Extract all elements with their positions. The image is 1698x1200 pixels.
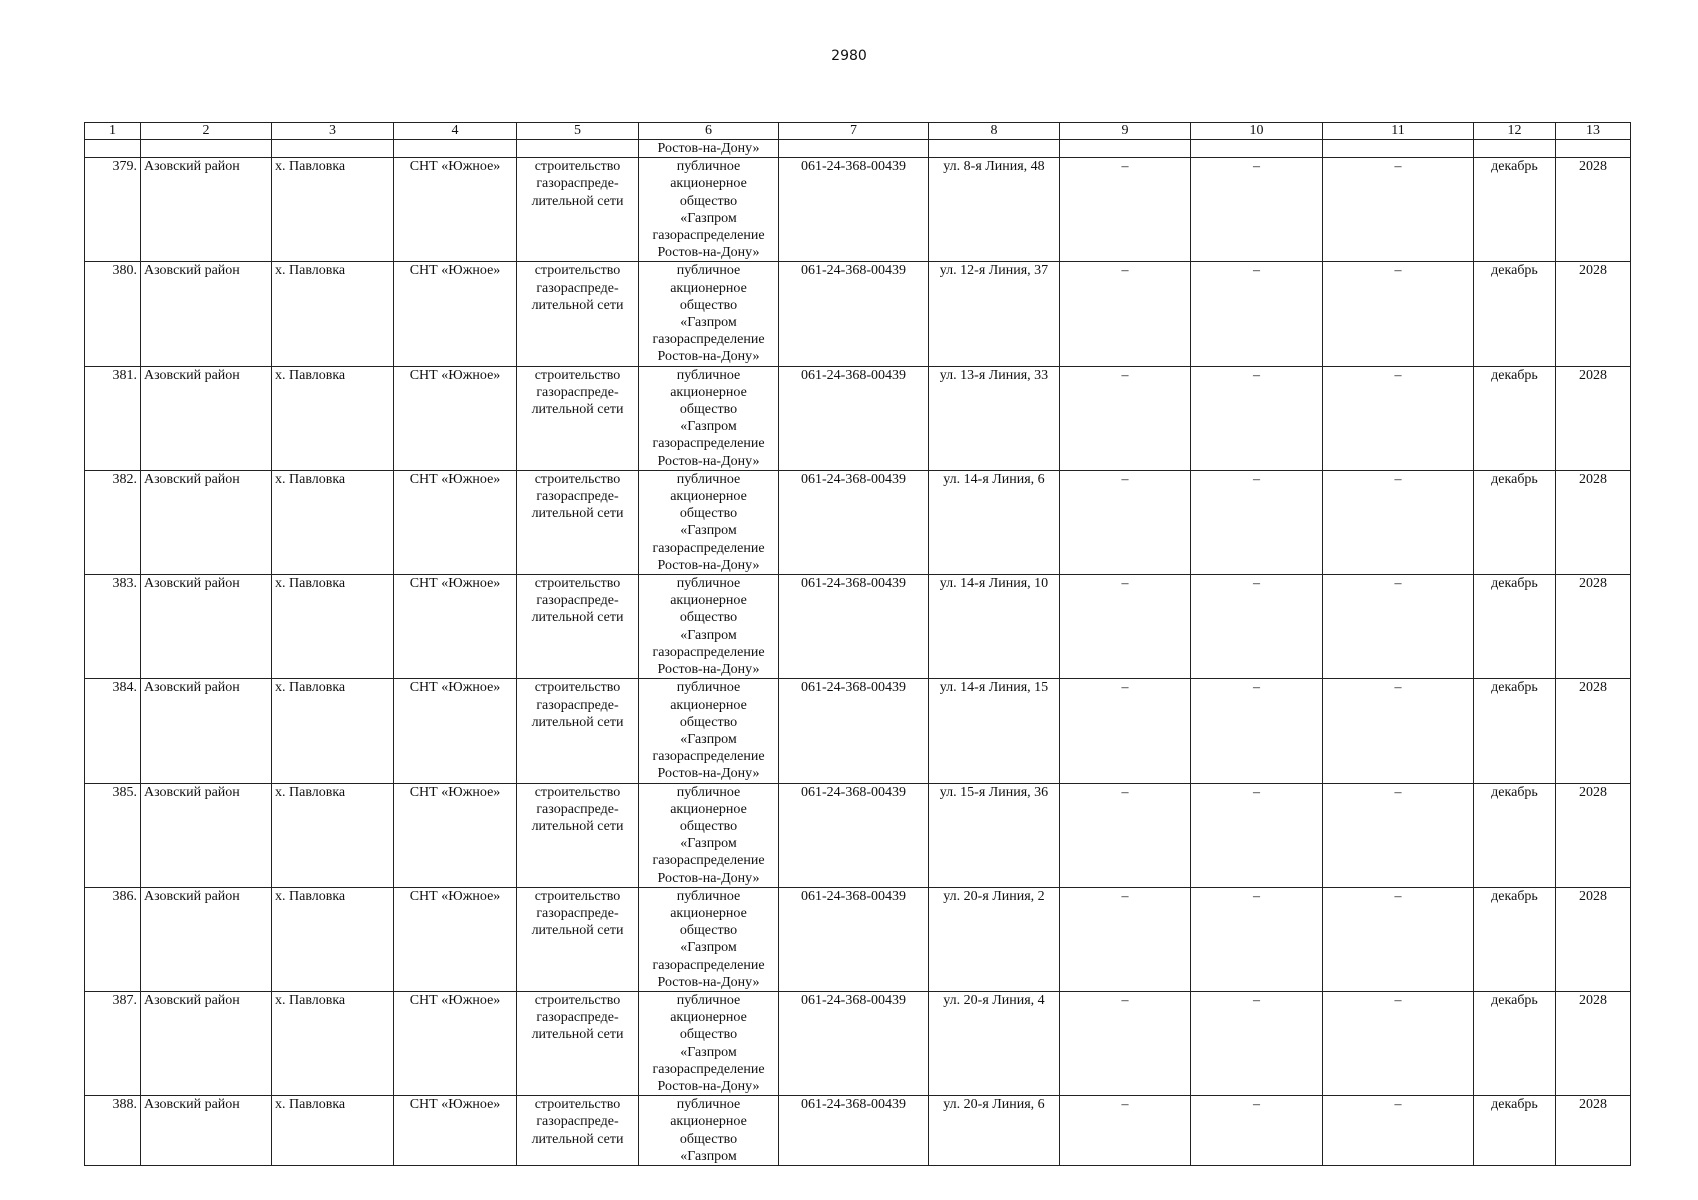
year-cell: 2028 bbox=[1556, 887, 1631, 991]
object-cell: СНТ «Южное» bbox=[394, 991, 517, 1095]
month-cell: декабрь bbox=[1474, 1096, 1556, 1166]
work-type-cell: строительство газораспреде- лительной сети bbox=[517, 679, 639, 783]
object-cell: СНТ «Южное» bbox=[394, 887, 517, 991]
column-number: 3 bbox=[272, 123, 394, 140]
column-10-cell: – bbox=[1191, 366, 1323, 470]
row-number: 382. bbox=[85, 470, 141, 574]
object-cell: СНТ «Южное» bbox=[394, 470, 517, 574]
month-cell: декабрь bbox=[1474, 575, 1556, 679]
column-number: 1 bbox=[85, 123, 141, 140]
column-10-cell: – bbox=[1191, 991, 1323, 1095]
year-cell: 2028 bbox=[1556, 1096, 1631, 1166]
address-cell: ул. 20-я Линия, 2 bbox=[929, 887, 1060, 991]
address-cell: ул. 14-я Линия, 10 bbox=[929, 575, 1060, 679]
organization-cell: публичное акционерное общество «Газпром газораспределение Ростов-на-Дону» bbox=[639, 575, 779, 679]
column-9-cell: – bbox=[1060, 158, 1191, 262]
continuation-text: Ростов-на-Дону» bbox=[639, 140, 779, 158]
page-number: 2980 bbox=[831, 48, 867, 64]
row-number: 384. bbox=[85, 679, 141, 783]
year-cell: 2028 bbox=[1556, 366, 1631, 470]
row-number: 387. bbox=[85, 991, 141, 1095]
row-number: 388. bbox=[85, 1096, 141, 1166]
column-10-cell: – bbox=[1191, 158, 1323, 262]
month-cell: декабрь bbox=[1474, 366, 1556, 470]
column-11-cell: – bbox=[1323, 887, 1474, 991]
settlement-cell: х. Павловка bbox=[272, 679, 394, 783]
year-cell: 2028 bbox=[1556, 991, 1631, 1095]
district-cell: Азовский район bbox=[141, 783, 272, 887]
district-cell: Азовский район bbox=[141, 366, 272, 470]
organization-cell: публичное акционерное общество «Газпром газораспределение Ростов-на-Дону» bbox=[639, 991, 779, 1095]
organization-cell: публичное акционерное общество «Газпром газораспределение Ростов-на-Дону» bbox=[639, 470, 779, 574]
district-cell: Азовский район bbox=[141, 991, 272, 1095]
column-number: 4 bbox=[394, 123, 517, 140]
column-number: 9 bbox=[1060, 123, 1191, 140]
table-row bbox=[85, 158, 1631, 262]
code-cell: 061-24-368-00439 bbox=[779, 783, 929, 887]
district-cell: Азовский район bbox=[141, 262, 272, 366]
column-11-cell: – bbox=[1323, 575, 1474, 679]
code-cell: 061-24-368-00439 bbox=[779, 991, 929, 1095]
column-9-cell: – bbox=[1060, 887, 1191, 991]
organization-cell: публичное акционерное общество «Газпром bbox=[639, 1096, 779, 1166]
column-11-cell: – bbox=[1323, 991, 1474, 1095]
address-cell: ул. 20-я Линия, 6 bbox=[929, 1096, 1060, 1166]
settlement-cell: х. Павловка bbox=[272, 158, 394, 262]
column-number: 5 bbox=[517, 123, 639, 140]
year-cell: 2028 bbox=[1556, 262, 1631, 366]
work-type-cell: строительство газораспреде- лительной сети bbox=[517, 366, 639, 470]
row-number: 385. bbox=[85, 783, 141, 887]
month-cell: декабрь bbox=[1474, 887, 1556, 991]
year-cell: 2028 bbox=[1556, 470, 1631, 574]
column-9-cell: – bbox=[1060, 679, 1191, 783]
object-cell: СНТ «Южное» bbox=[394, 262, 517, 366]
organization-cell: публичное акционерное общество «Газпром газораспределение Ростов-на-Дону» bbox=[639, 887, 779, 991]
column-11-cell: – bbox=[1323, 366, 1474, 470]
month-cell: декабрь bbox=[1474, 783, 1556, 887]
district-cell: Азовский район bbox=[141, 887, 272, 991]
address-cell: ул. 8-я Линия, 48 bbox=[929, 158, 1060, 262]
table-row bbox=[85, 679, 1631, 783]
work-type-cell: строительство газораспреде- лительной сети bbox=[517, 991, 639, 1095]
month-cell: декабрь bbox=[1474, 470, 1556, 574]
settlement-cell: х. Павловка bbox=[272, 470, 394, 574]
work-type-cell: строительство газораспреде- лительной сети bbox=[517, 783, 639, 887]
district-cell: Азовский район bbox=[141, 158, 272, 262]
column-9-cell: – bbox=[1060, 366, 1191, 470]
column-9-cell: – bbox=[1060, 783, 1191, 887]
column-10-cell: – bbox=[1191, 470, 1323, 574]
work-type-cell: строительство газораспреде- лительной сети bbox=[517, 887, 639, 991]
continuation-row bbox=[85, 140, 1631, 158]
settlement-cell: х. Павловка bbox=[272, 887, 394, 991]
year-cell: 2028 bbox=[1556, 783, 1631, 887]
organization-cell: публичное акционерное общество «Газпром газораспределение Ростов-на-Дону» bbox=[639, 158, 779, 262]
address-cell: ул. 13-я Линия, 33 bbox=[929, 366, 1060, 470]
column-11-cell: – bbox=[1323, 158, 1474, 262]
table-row bbox=[85, 262, 1631, 366]
row-number: 383. bbox=[85, 575, 141, 679]
column-11-cell: – bbox=[1323, 679, 1474, 783]
organization-cell: публичное акционерное общество «Газпром газораспределение Ростов-на-Дону» bbox=[639, 262, 779, 366]
row-number: 380. bbox=[85, 262, 141, 366]
column-number: 8 bbox=[929, 123, 1060, 140]
table-row bbox=[85, 366, 1631, 470]
work-type-cell: строительство газораспреде- лительной сети bbox=[517, 470, 639, 574]
work-type-cell: строительство газораспреде- лительной сети bbox=[517, 575, 639, 679]
table-row bbox=[85, 575, 1631, 679]
settlement-cell: х. Павловка bbox=[272, 575, 394, 679]
column-10-cell: – bbox=[1191, 679, 1323, 783]
column-10-cell: – bbox=[1191, 783, 1323, 887]
column-number: 7 bbox=[779, 123, 929, 140]
object-cell: СНТ «Южное» bbox=[394, 1096, 517, 1166]
row-number: 386. bbox=[85, 887, 141, 991]
column-number: 10 bbox=[1191, 123, 1323, 140]
column-9-cell: – bbox=[1060, 1096, 1191, 1166]
column-11-cell: – bbox=[1323, 1096, 1474, 1166]
settlement-cell: х. Павловка bbox=[272, 262, 394, 366]
code-cell: 061-24-368-00439 bbox=[779, 262, 929, 366]
table-row bbox=[85, 887, 1631, 991]
organization-cell: публичное акционерное общество «Газпром газораспределение Ростов-на-Дону» bbox=[639, 366, 779, 470]
column-number: 12 bbox=[1474, 123, 1556, 140]
district-cell: Азовский район bbox=[141, 679, 272, 783]
year-cell: 2028 bbox=[1556, 679, 1631, 783]
column-10-cell: – bbox=[1191, 575, 1323, 679]
settlement-cell: х. Павловка bbox=[272, 783, 394, 887]
work-type-cell: строительство газораспреде- лительной сети bbox=[517, 262, 639, 366]
column-number-row bbox=[85, 123, 1631, 140]
work-type-cell: строительство газораспреде- лительной сети bbox=[517, 1096, 639, 1166]
column-11-cell: – bbox=[1323, 783, 1474, 887]
organization-cell: публичное акционерное общество «Газпром газораспределение Ростов-на-Дону» bbox=[639, 679, 779, 783]
district-cell: Азовский район bbox=[141, 575, 272, 679]
settlement-cell: х. Павловка bbox=[272, 991, 394, 1095]
object-cell: СНТ «Южное» bbox=[394, 366, 517, 470]
object-cell: СНТ «Южное» bbox=[394, 158, 517, 262]
settlement-cell: х. Павловка bbox=[272, 366, 394, 470]
district-cell: Азовский район bbox=[141, 470, 272, 574]
column-number: 11 bbox=[1323, 123, 1474, 140]
address-cell: ул. 14-я Линия, 6 bbox=[929, 470, 1060, 574]
code-cell: 061-24-368-00439 bbox=[779, 679, 929, 783]
column-number: 6 bbox=[639, 123, 779, 140]
column-10-cell: – bbox=[1191, 887, 1323, 991]
column-9-cell: – bbox=[1060, 991, 1191, 1095]
district-cell: Азовский район bbox=[141, 1096, 272, 1166]
object-cell: СНТ «Южное» bbox=[394, 679, 517, 783]
year-cell: 2028 bbox=[1556, 158, 1631, 262]
table-row bbox=[85, 783, 1631, 887]
code-cell: 061-24-368-00439 bbox=[779, 158, 929, 262]
column-9-cell: – bbox=[1060, 470, 1191, 574]
column-9-cell: – bbox=[1060, 575, 1191, 679]
table-row bbox=[85, 470, 1631, 574]
column-number: 2 bbox=[141, 123, 272, 140]
object-cell: СНТ «Южное» bbox=[394, 575, 517, 679]
code-cell: 061-24-368-00439 bbox=[779, 575, 929, 679]
address-cell: ул. 14-я Линия, 15 bbox=[929, 679, 1060, 783]
code-cell: 061-24-368-00439 bbox=[779, 887, 929, 991]
code-cell: 061-24-368-00439 bbox=[779, 366, 929, 470]
year-cell: 2028 bbox=[1556, 575, 1631, 679]
code-cell: 061-24-368-00439 bbox=[779, 1096, 929, 1166]
work-type-cell: строительство газораспреде- лительной сети bbox=[517, 158, 639, 262]
column-number: 13 bbox=[1556, 123, 1631, 140]
month-cell: декабрь bbox=[1474, 679, 1556, 783]
table-body bbox=[85, 123, 1631, 1166]
month-cell: декабрь bbox=[1474, 158, 1556, 262]
row-number: 379. bbox=[85, 158, 141, 262]
month-cell: декабрь bbox=[1474, 991, 1556, 1095]
month-cell: декабрь bbox=[1474, 262, 1556, 366]
address-cell: ул. 12-я Линия, 37 bbox=[929, 262, 1060, 366]
column-11-cell: – bbox=[1323, 262, 1474, 366]
address-cell: ул. 15-я Линия, 36 bbox=[929, 783, 1060, 887]
table-row bbox=[85, 1096, 1631, 1166]
column-10-cell: – bbox=[1191, 262, 1323, 366]
column-11-cell: – bbox=[1323, 470, 1474, 574]
row-number: 381. bbox=[85, 366, 141, 470]
column-10-cell: – bbox=[1191, 1096, 1323, 1166]
object-cell: СНТ «Южное» bbox=[394, 783, 517, 887]
registry-table bbox=[84, 122, 1631, 1166]
address-cell: ул. 20-я Линия, 4 bbox=[929, 991, 1060, 1095]
code-cell: 061-24-368-00439 bbox=[779, 470, 929, 574]
settlement-cell: х. Павловка bbox=[272, 1096, 394, 1166]
table-row bbox=[85, 991, 1631, 1095]
column-9-cell: – bbox=[1060, 262, 1191, 366]
organization-cell: публичное акционерное общество «Газпром газораспределение Ростов-на-Дону» bbox=[639, 783, 779, 887]
